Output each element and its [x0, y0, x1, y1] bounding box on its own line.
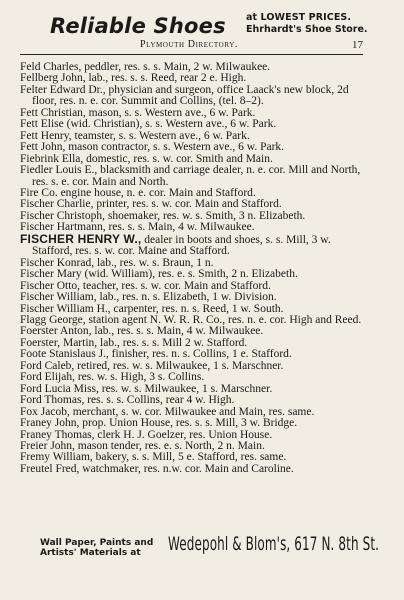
list-item: Franey John, prop. Union House, res. s. s. Mill, 3 w. Bridge.	[20, 417, 298, 430]
bottom-advertisement	[40, 533, 380, 569]
list-item: Ford Thomas, res. s. s. Collins, rear 4 w. High.	[20, 394, 235, 407]
ad-line-1: at LOWEST PRICES.	[246, 12, 352, 23]
list-item: Felter Edward Dr., physician and surgeon, office Laack's new block, 2d floor, res. n. e. cor. Summit and Collins, (tel. 8–2).	[20, 83, 349, 108]
ad-bottom-name: Wedepohl & Blom's, 617 N. 8th St.	[168, 533, 380, 555]
bold-entry-detail: dealer in boots and shoes, s. s. Mill, 3 w. Stafford, res. s. w. cor. Maine and Stafford.	[32, 233, 331, 258]
list-item: Fiedler Louis E., blacksmith and carriage dealer, n. e. cor. Mill and North, res. s. e. cor. Main and North.	[20, 164, 361, 188]
list-item: Fellberg John, lab., res. s. s. Reed, rear 2 e. High.	[20, 72, 247, 85]
page-number: 17	[352, 39, 363, 51]
list-item: Feld Charles, peddler, res. s. s. Main, 2 w. Milwaukee.	[20, 61, 271, 73]
list-item: Fischer Otto, teacher, res. s. w. cor. Main and Stafford.	[20, 279, 271, 292]
list-item: Fett Henry, teamster, s. s. Western ave., 6 w. Park.	[20, 129, 250, 142]
ad-bottom-line-2: Artists' Materials at	[40, 548, 141, 558]
list-item: Fischer William, lab., res. n. s. Elizabeth, 1 w. Division.	[20, 291, 277, 304]
top-advertisement	[50, 12, 370, 40]
list-item: Fett Christian, mason, s. s. Western ave., 6 w. Park.	[20, 106, 256, 119]
list-item: Fischer Christoph, shoemaker, res. w. s. Smith, 3 n. Elizabeth.	[20, 209, 306, 222]
list-item: Freutel Fred, watchmaker, res. n.w. cor. Main and Caroline.	[20, 462, 294, 475]
list-item: Fiebrink Ella, domestic, res. s. w. cor. Smith and Main.	[20, 152, 273, 165]
list-item: Fischer Mary (wid. William), res. e. s. Smith, 2 n. Elizabeth.	[20, 268, 298, 281]
header-rule	[20, 54, 363, 55]
list-item: Fischer Konrad, lab., res. w. s. Braun, 1 n.	[20, 256, 214, 269]
list-item: Fischer William H., carpenter, res. n. s. Reed, 1 w. South.	[20, 302, 284, 315]
list-item: Fett Elise (wid. Christian), s. s. Western ave., 6 w. Park.	[20, 118, 277, 131]
entry-list	[20, 62, 363, 475]
list-item: Freier John, mason tender, res. e. s. North, 2 n. Main.	[20, 439, 265, 452]
bold-list-item	[20, 231, 363, 258]
list-item: Flagg George, station agent N. W. R. R. Co., res. n. e. cor. High and Reed.	[20, 313, 362, 326]
page-header	[20, 39, 363, 53]
list-item: Foerster, Martin, lab., res. s. s. Mill 2 w. Stafford.	[20, 336, 248, 349]
list-item: Foote Stanislaus J., finisher, res. n. s. Collins, 1 e. Stafford.	[20, 348, 292, 361]
list-item: Ford Elijah, res. w. s. High, 3 s. Collins.	[20, 371, 205, 384]
list-item: Ford Lucia Miss, res. w. s. Milwaukee, 1 s. Marschner.	[20, 382, 273, 395]
ad-brand: Reliable Shoes	[50, 14, 226, 38]
list-item: Fett John, mason contractor, s. s. Western ave., 6 w. Park.	[20, 141, 285, 154]
ad-bottom-line-1: Wall Paper, Paints and	[40, 538, 154, 548]
list-item: Fischer Charlie, printer, res. s. w. cor. Main and Stafford.	[20, 198, 282, 211]
bold-entry-name: FISCHER HENRY W.,	[20, 231, 142, 246]
list-item: Ford Caleb, retired, res. w. s. Milwaukee, 1 s. Marschner.	[20, 359, 284, 372]
list-item: Fremy William, bakery, s. s. Mill, 5 e. Stafford, res. same.	[20, 451, 287, 464]
list-item: Franey Thomas, clerk H. J. Goelzer, res. Union House.	[20, 428, 273, 441]
ad-line-2: Ehrhardt's Shoe Store.	[246, 24, 368, 35]
directory-title: Plymouth Directory.	[140, 39, 238, 50]
list-item: Fire Co. engine house, n. e. cor. Main and Stafford.	[20, 186, 256, 199]
list-item: Foerster Anton, lab., res. s. s. Main, 4 w. Milwaukee.	[20, 325, 264, 338]
list-item: Fischer Hartmann, res. s. s. Main, 4 w. Milwaukee.	[20, 221, 255, 234]
list-item: Fox Jacob, merchant, s. w. cor. Milwaukee and Main, res. same.	[20, 405, 315, 418]
